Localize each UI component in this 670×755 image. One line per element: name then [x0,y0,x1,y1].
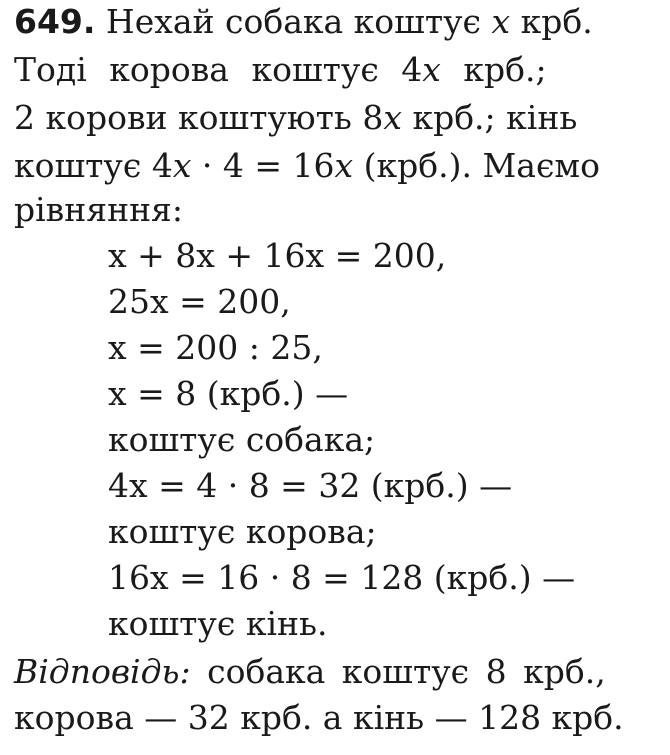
solution-line-8: 16x = 16 · 8 = 128 (крб.) — [108,558,576,597]
problem-line-5-text: рівняння: [14,190,183,229]
problem-line-1-text-a: Нехай собака коштує [105,2,492,41]
problem-line-4-text-c: (крб.). Маємо [353,146,600,185]
problem-line-4-text-a: коштує 4 [14,146,173,185]
problem-line-3-text-a: 2 корови коштують 8 [14,98,384,137]
problem-line-2 [14,50,547,90]
problem-line-1-text-b: крб. [510,2,593,41]
variable-x-2: x [334,146,354,185]
problem-line-5 [14,190,183,230]
problem-line-3-text-b: крб.; кінь [401,98,578,137]
solution-line-1: x + 8x + 16x = 200, [108,236,447,275]
answer-line-2: корова — 32 крб. а кінь — 128 крб. [14,698,624,737]
answer-label: Відповідь: [14,652,191,691]
solution-line-5: коштує собака; [108,420,376,459]
solution-line-2: 25x = 200, [108,282,291,321]
solution-line-6: 4x = 4 · 8 = 32 (крб.) — [108,466,513,505]
answer-line-1 [14,652,606,692]
solution-line-9: коштує кінь. [108,604,328,643]
solution-line-4: x = 8 (крб.) — [108,374,349,413]
variable-x: x [491,2,511,41]
problem-line-2-text-a: Тоді корова коштує 4 [14,50,423,89]
problem-number: 649. [14,2,96,41]
problem-line-1 [14,2,593,42]
problem-line-4 [14,146,600,186]
problem-line-4-text-b: · 4 = 16 [191,146,335,185]
problem-line-3 [14,98,577,138]
variable-x: x [383,98,402,137]
solution-line-3: x = 200 : 25, [108,328,323,367]
answer-text-1: собака коштує 8 крб., [190,652,606,691]
problem-line-2-text-b: крб.; [440,50,547,89]
variable-x: x [422,50,441,89]
variable-x: x [172,146,192,185]
solution-line-7: коштує корова; [108,512,377,551]
